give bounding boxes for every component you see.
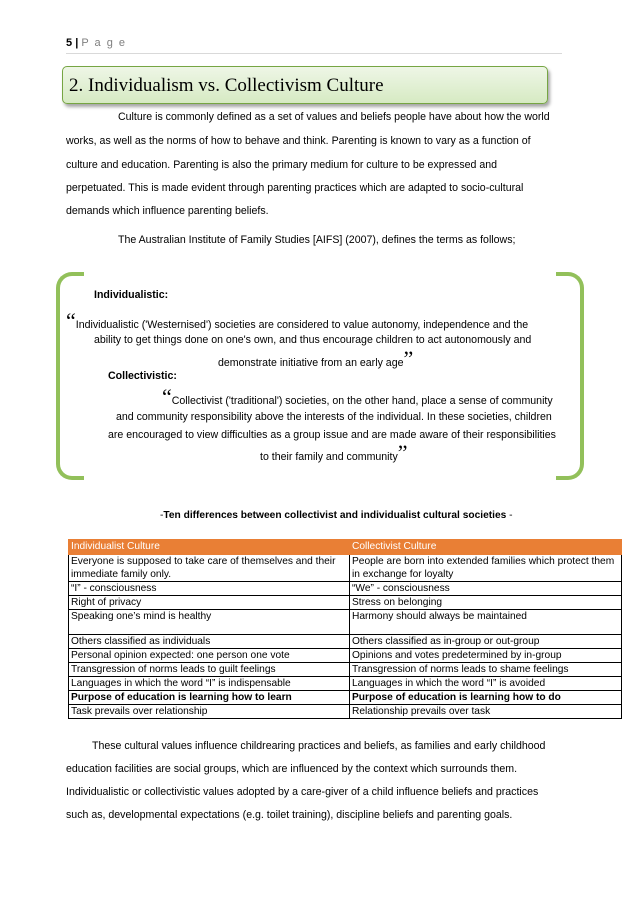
left-bracket <box>56 272 84 480</box>
collectivistic-line-3: are encouraged to view difficulties as a group issue and are made aware of their responsibilities <box>108 429 556 441</box>
intro-line-3: culture and education. Parenting is also the primary medium for culture to be expressed and <box>66 159 498 171</box>
closing-line-3: Individualistic or collectivistic values adopted by a care-giver of a child influence beliefs and practices <box>66 786 539 798</box>
header-collectivist: Collectivist Culture <box>350 540 622 555</box>
comparison-table <box>68 539 622 719</box>
closing-line-1: These cultural values influence childrearing practices and beliefs, as families and early childhood <box>92 740 546 752</box>
page-number: 5 <box>66 37 73 49</box>
table-row: Purpose of education is learning how to learn Purpose of education is learning how to do <box>69 691 622 705</box>
aifs-line: The Australian Institute of Family Studies [AIFS] (2007), defines the terms as follows; <box>118 234 516 246</box>
intro-line-5: demands which influence parenting beliefs. <box>66 205 269 217</box>
table-row: “I” - consciousness “We” - consciousness <box>69 582 622 596</box>
closing-line-4: such as, developmental expectations (e.g. toilet training), discipline beliefs and parenting goals. <box>66 809 513 821</box>
collectivistic-line-2: and community responsibility above the interests of the individual. In these societies, children <box>116 411 552 423</box>
table-row: Languages in which the word “I” is indispensable Languages in which the word “I” is avoided <box>69 677 622 691</box>
section-title: 2. Individualism vs. Collectivism Culture <box>69 75 384 96</box>
page-separator: | <box>75 37 79 49</box>
individualistic-line-1: “Individualistic ('Westernised') societies are considered to value autonomy, independence and the <box>66 308 529 333</box>
open-quote: “ <box>66 308 76 333</box>
table-row: Task prevails over relationship Relationship prevails over task <box>69 705 622 719</box>
individualistic-line-2: ability to get things done on one's own, and thus encourage children to act autonomously and <box>94 334 532 346</box>
open-quote: “ <box>162 384 172 409</box>
intro-line-1: Culture is commonly defined as a set of values and beliefs people have about how the world <box>118 111 550 123</box>
collectivistic-line-1: “Collectivist ('traditional') societies, on the other hand, place a sense of community <box>162 384 553 409</box>
table-header-row <box>69 540 622 555</box>
individualistic-line-3: demonstrate initiative from an early age” <box>218 346 414 371</box>
table-row: Others classified as individuals Others classified as in-group or out-group <box>69 635 622 649</box>
table-row: Everyone is supposed to take care of themselves and their immediate family only. People are born into extended families which protect them in exchange for loyalty <box>69 555 622 582</box>
right-bracket <box>556 272 584 480</box>
page-header <box>66 37 127 49</box>
collectivistic-heading: Collectivistic: <box>108 370 177 382</box>
table-row: Right of privacy Stress on belonging <box>69 596 622 610</box>
close-quote: ” <box>397 440 408 465</box>
close-quote: ” <box>403 346 414 371</box>
intro-line-4: perpetuated. This is made evident through parenting practices which are adapted to socio-cultural <box>66 182 524 194</box>
table-row: Personal opinion expected: one person one vote Opinions and votes predetermined by in-group <box>69 649 622 663</box>
collectivistic-line-4: to their family and community” <box>260 440 408 465</box>
table-row: Transgression of norms leads to guilt feelings Transgression of norms leads to shame feelings <box>69 663 622 677</box>
header-divider <box>66 53 562 54</box>
table-row: Speaking one’s mind is healthy Harmony should always be maintained <box>69 610 622 635</box>
individualistic-heading: Individualistic: <box>94 289 169 301</box>
table-title: -Ten differences between collectivist and individualist cultural societies - <box>160 510 513 521</box>
closing-line-2: education facilities are social groups, which are influenced by the context which surrounds them. <box>66 763 518 775</box>
page-label: P a g e <box>81 37 127 49</box>
section-title-box <box>62 66 548 104</box>
intro-line-2: works, as well as the norms of how to behave and think. Parenting is known to vary as a function of <box>66 135 531 147</box>
header-individualist: Individualist Culture <box>69 540 350 555</box>
